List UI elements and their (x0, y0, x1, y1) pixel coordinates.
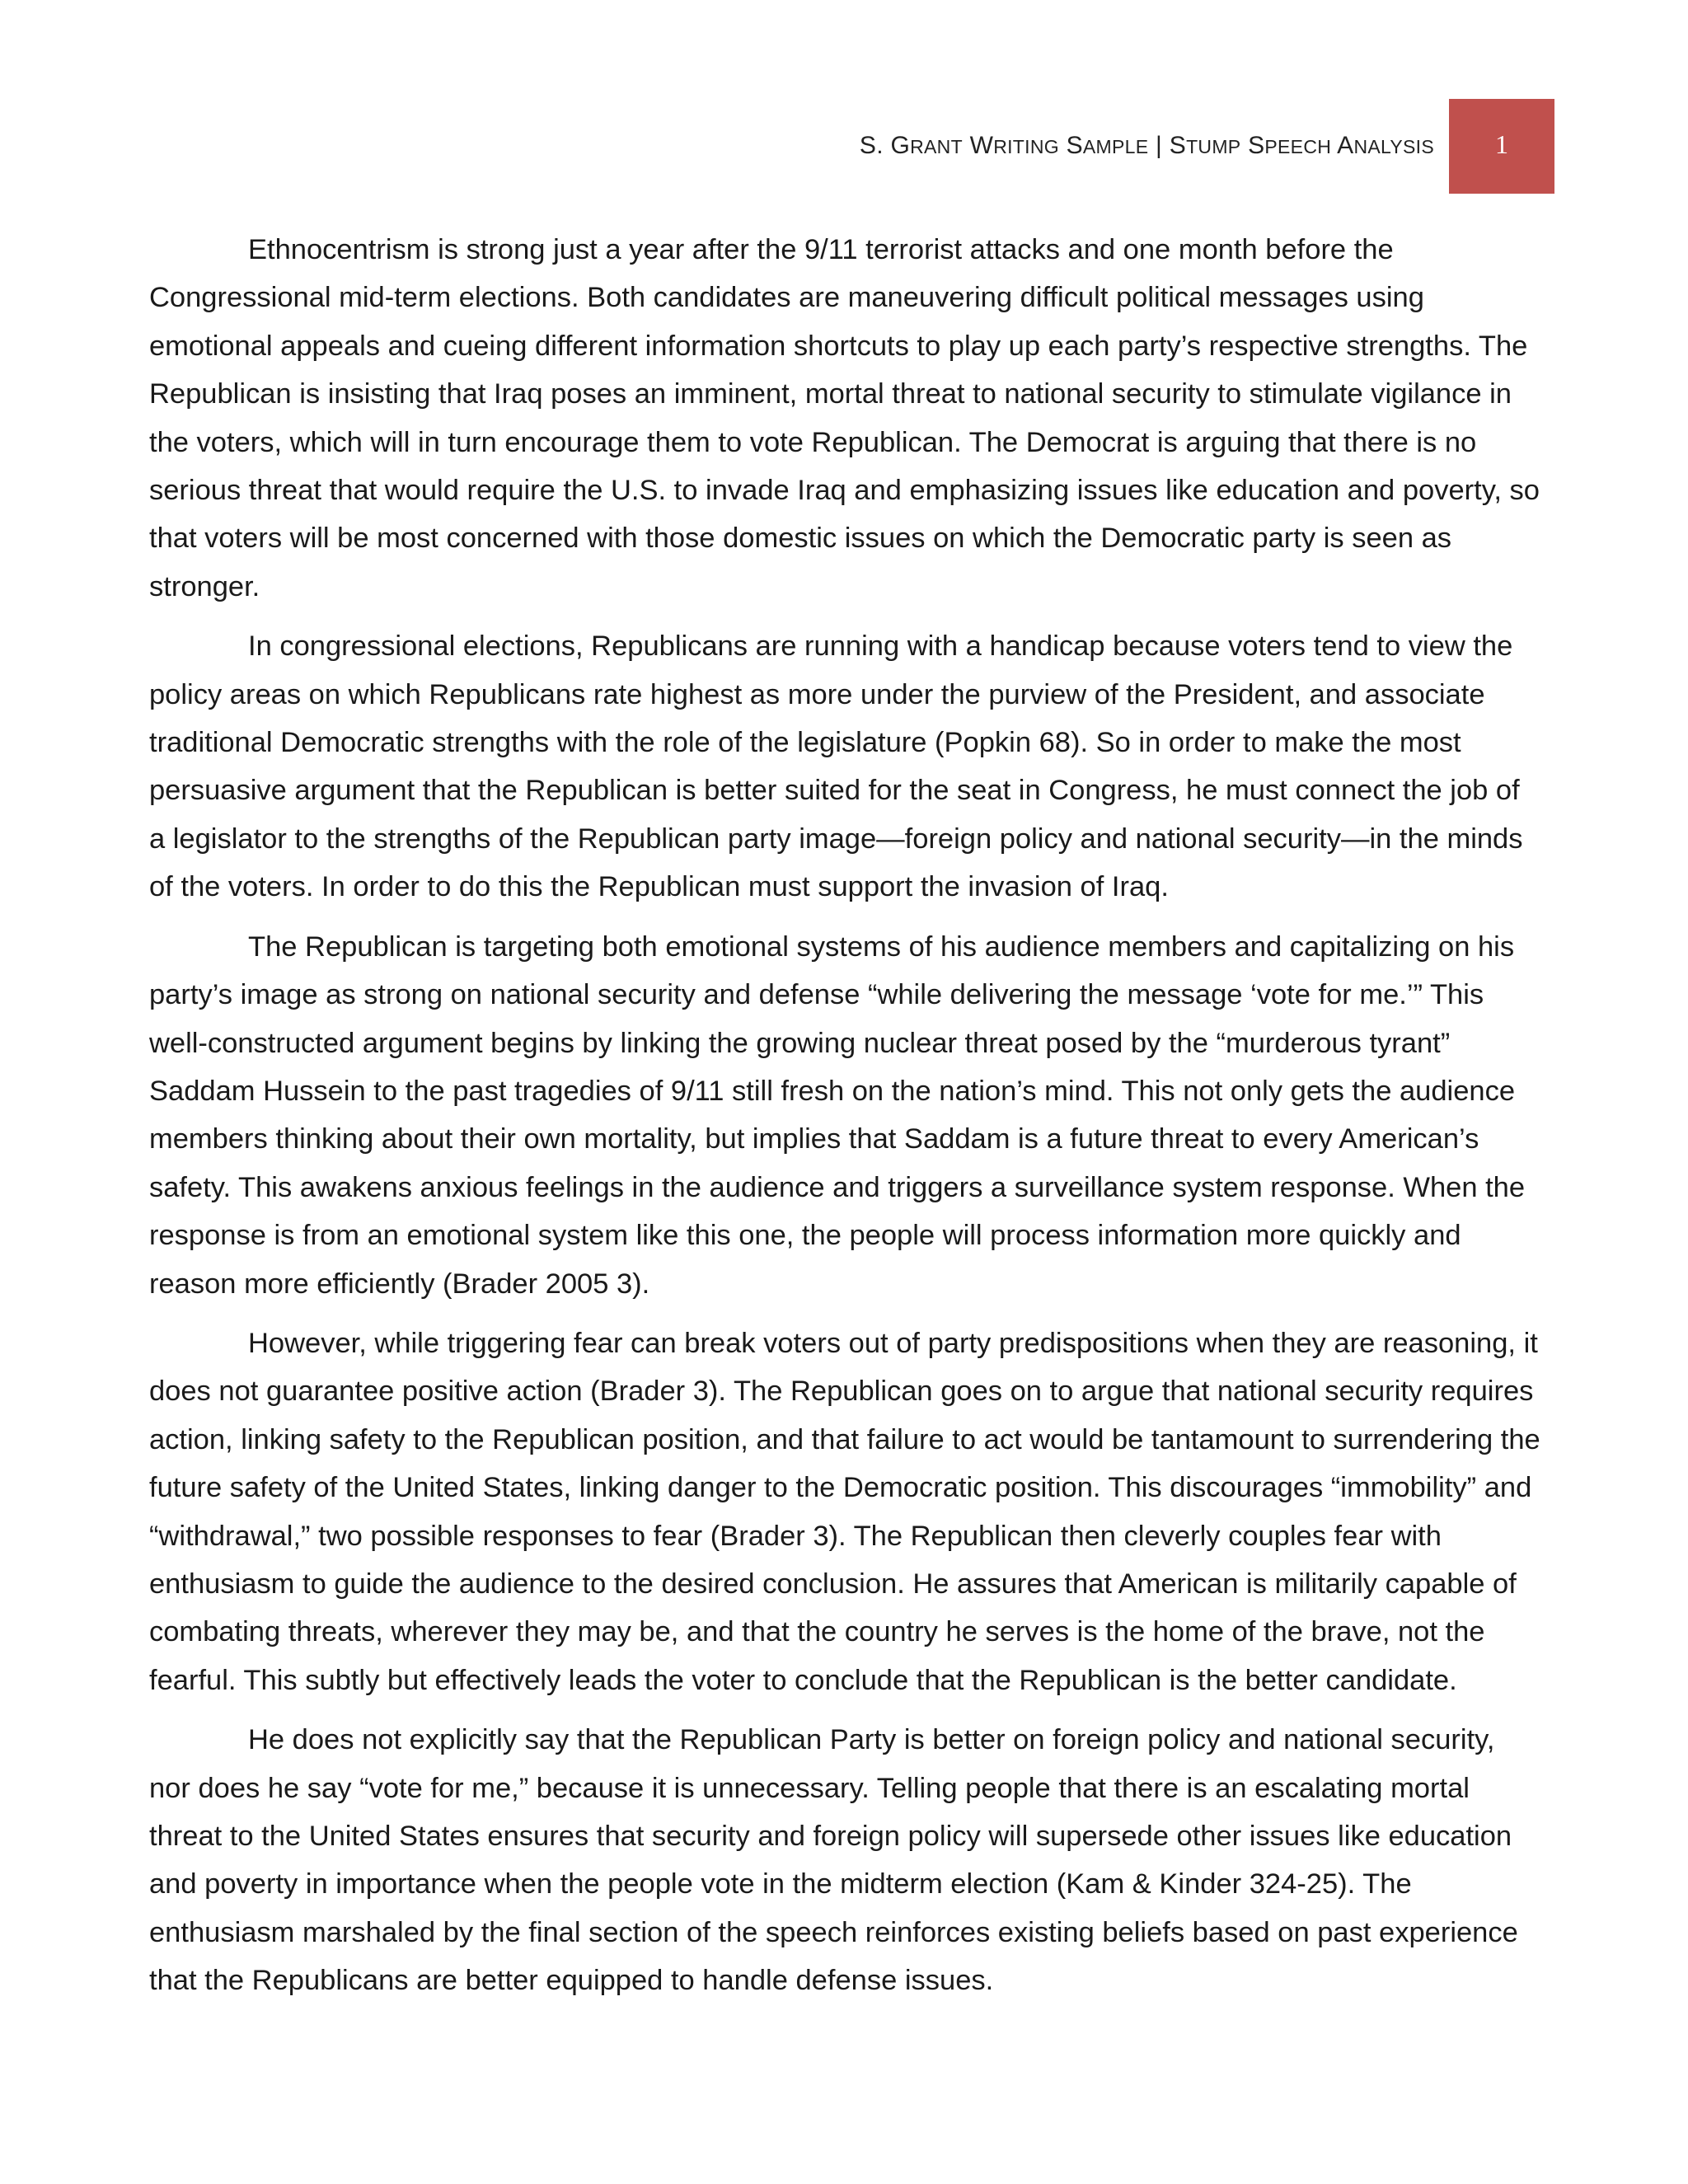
page-number-badge (1449, 99, 1554, 194)
header-title-part: RANT (910, 136, 963, 157)
header-title-part: | S (1148, 132, 1187, 159)
page-number: 1 (1495, 129, 1508, 159)
header-title-part: RITING (993, 136, 1059, 157)
header-title-part: PEECH (1264, 136, 1332, 157)
header-title-part: S (1240, 132, 1265, 159)
paragraph: He does not explicitly say that the Republican Party is better on foreign policy and national security, nor does he say “vote for me,” because it is unnecessary. Telling people that there is an escalating mortal threat to the United States ensures that security and foreign policy will supersede other issues like education and poverty in importance when the people vote in the midterm election (Kam & Kinder 324-25). The enthusiasm marshaled by the final section of the speech reinforces existing beliefs based on past experience that the Republicans are better equipped to handle defense issues. (149, 1724, 1518, 1997)
page-header (0, 99, 1688, 194)
body-text (149, 226, 1542, 2017)
header-title (860, 132, 1434, 160)
header-title-part: NALYSIS (1353, 136, 1434, 157)
paragraph: The Republican is targeting both emotional systems of his audience members and capitalizing on his party’s image as strong on national security and defense “while delivering the message ‘vote for me.’” This well-constructed argument begins by linking the growing nuclear threat posed by the “murderous tyrant” Saddam Hussein to the past tragedies of 9/11 still fresh on the nation’s mind. This not only gets the audience members thinking about their own mortality, but implies that Saddam is a future threat to every American’s safety. This awakens anxious feelings in the audience and triggers a surveillance system response. When the response is from an emotional system like this one, the people will process information more quickly and reason more efficiently (Brader 2005 3). (149, 930, 1526, 1300)
header-title-part: S (1058, 132, 1083, 159)
header-title-part: W (962, 132, 994, 159)
paragraph: In congressional elections, Republicans are running with a handicap because voters tend to view the policy areas on which Republicans rate highest as more under the purview of the President, and associate traditional Democratic strengths with the role of the legislature (Popkin 68). So in order to make the most persuasive argument that the Republican is better suited for the seat in Congress, he must connect the job of a legislator to the strengths of the Republican party image—foreign policy and national security—in the minds of the voters. In order to do this the Republican must support the invasion of Iraq. (149, 630, 1523, 903)
header-title-part: AMPLE (1082, 136, 1149, 157)
paragraph: However, while triggering fear can break voters out of party predispositions when they are reasoning, it does not guarantee positive action (Brader 3). The Republican goes on to argue that national security requires action, linking safety to the Republican position, and that failure to act would be tantamount to surrendering the future safety of the United States, linking danger to the Democratic position. This discourages “immobility” and “withdrawal,” two possible responses to fear (Brader 3). The Republican then cleverly couples fear with enthusiasm to guide the audience to the desired conclusion. He assures that American is militarily capable of combating threats, wherever they may be, and that the country he serves is the home of the brave, not the fearful. This subtly but effectively leads the voter to conclude that the Republican is the better candidate. (149, 1327, 1540, 1696)
header-title-part: . G (876, 132, 911, 159)
header-title-part: TUMP (1186, 136, 1241, 157)
header-title-part: S (859, 132, 877, 159)
header-title-part: A (1331, 132, 1354, 159)
paragraph: Ethnocentrism is strong just a year after the 9/11 terrorist attacks and one month before the Congressional mid-term elections. Both candidates are maneuvering difficult political messages using emotional appeals and cueing different information shortcuts to play up each party’s respective strengths. The Republican is insisting that Iraq poses an imminent, mortal threat to national security to stimulate vigilance in the voters, which will in turn encourage them to vote Republican. The Democrat is arguing that there is no serious threat that would require the U.S. to invade Iraq and emphasizing issues like education and poverty, so that voters will be most concerned with those domestic issues on which the Democratic party is seen as stronger. (149, 234, 1540, 602)
